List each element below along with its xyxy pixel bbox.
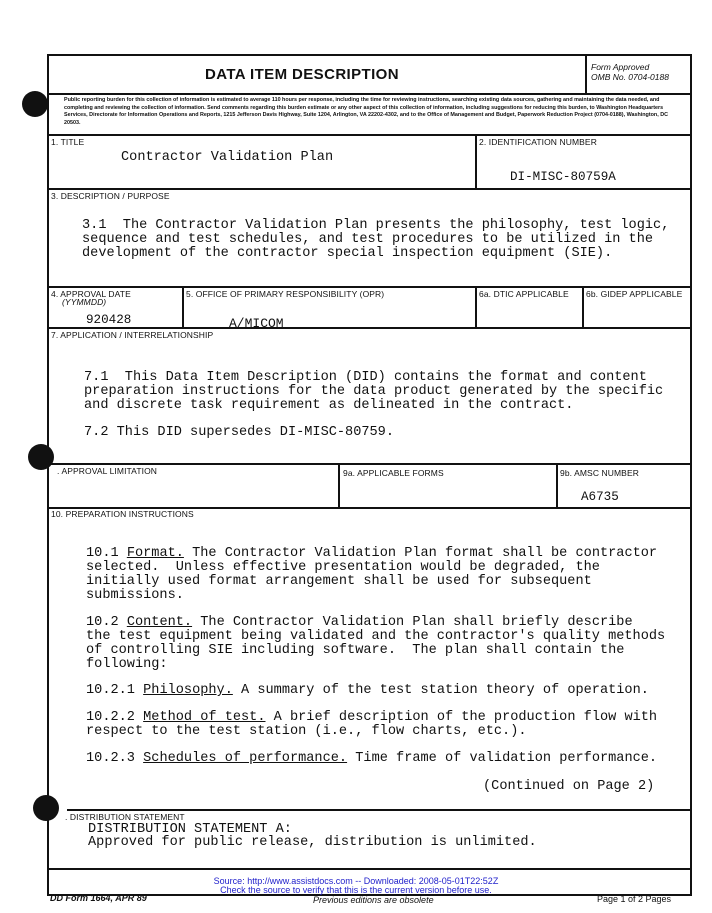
applicable-forms-label: 9a. APPLICABLE FORMS: [343, 468, 444, 478]
rule-box4-5: [182, 286, 184, 328]
approval-limitation-label: . APPROVAL LIMITATION: [57, 466, 158, 476]
opr-value: A/MICOM: [229, 316, 284, 331]
instruction-10-1-heading: Format.: [126, 546, 184, 561]
distribution-text: Approved for public release, distribution is unlimited.: [88, 835, 537, 850]
rule-title-id: [475, 134, 477, 189]
identification-value: DI-MISC-80759A: [510, 170, 616, 184]
page-indicator: Page 1 of 2 Pages: [597, 894, 672, 904]
punch-hole-top: [22, 91, 48, 117]
distribution-label: . DISTRIBUTION STATEMENT: [65, 812, 185, 822]
dtic-applicable-label: 6a. DTIC APPLICABLE: [479, 289, 569, 299]
identification-label: 2. IDENTIFICATION NUMBER: [479, 137, 597, 147]
description-label: 3. DESCRIPTION / PURPOSE: [51, 191, 170, 201]
instruction-10-2-2-number: 10.2.2: [86, 710, 135, 725]
approval-date-label: 4. APPROVAL DATE: [51, 289, 131, 299]
rule-distribution: [47, 868, 692, 870]
application-text-2: 7.2 This DID supersedes DI-MISC-80759.: [84, 425, 394, 440]
instruction-10-1-number: 10.1: [86, 546, 119, 561]
instruction-10-2-1-line: [86, 684, 649, 698]
instruction-10-2-3-line: [86, 752, 657, 766]
burden-notice: Public reporting burden for this collection of information is estimated to average 110 hours per response, including the time for reviewing instructions, searching existing data sources, gathering and maintaining the data needed, and completing and reviewing the collection of information. Send comments regarding this burden estimate or any other aspect of this collection of information, including suggestions for reducing this burden, to Washington Headquarters Services, Directorate for Information Operations and Reports, 1215 Jefferson Davis Highway, Suite 1204, Arlington, VA 22202-4302, and to the Office of Management and Budget, Paperwork Reduction Project (0704-0188), Washington, DC 20503.: [64, 97, 668, 126]
instruction-10-2-2-heading: Method of test.: [143, 710, 266, 725]
source-line: Source: http://www.assistdocs.com -- Downloaded: 2008-05-01T22:52Z: [213, 876, 499, 886]
instruction-10-2-2-text: A brief description of the production flow with: [273, 710, 658, 725]
instruction-10-2-line: [86, 616, 633, 630]
form-identifier: DD Form 1664, APR 89: [50, 893, 147, 903]
instruction-10-2-2-continuation: respect to the test station (i.e., flow charts, etc.).: [86, 724, 527, 739]
rule-application: [47, 463, 692, 465]
instruction-10-2-3-number: 10.2.3: [86, 751, 135, 766]
header-divider: [585, 54, 587, 94]
rule-box9a-9b: [556, 463, 558, 508]
rule-box8-9a: [338, 463, 340, 508]
rule-title: [47, 188, 692, 190]
title-label: 1. TITLE: [51, 137, 85, 147]
opr-label: 5. OFFICE OF PRIMARY RESPONSIBILITY (OPR): [186, 289, 385, 299]
instruction-10-2-heading: Content.: [126, 615, 193, 630]
instruction-10-2-2-line: [86, 711, 657, 725]
instruction-10-2-1-heading: Philosophy.: [143, 683, 233, 698]
document-title: DATA ITEM DESCRIPTION: [205, 66, 399, 83]
form-approved-label: Form Approved: [591, 62, 650, 72]
title-value: Contractor Validation Plan: [121, 150, 334, 165]
continued-note: (Continued on Page 2): [483, 779, 655, 794]
amsc-number-label: 9b. AMSC NUMBER: [560, 468, 639, 478]
instruction-10-2-continuation: the test equipment being validated and the contractor's quality methods of controlling SIE including software. The plan shall contain the following:: [86, 629, 666, 672]
source-check-line: Check the source to verify that this is the current version before use.: [220, 885, 492, 895]
rule-box5-6a: [475, 286, 477, 328]
rule-header: [47, 93, 692, 95]
instruction-10-2-1-text: A summary of the test station theory of operation.: [241, 683, 649, 698]
omb-approval: [591, 62, 669, 82]
rule-approval: [47, 327, 692, 329]
instruction-10-2-3-text: Time frame of validation performance.: [355, 751, 658, 766]
instruction-10-1-text: The Contractor Validation Plan format shall be contractor: [192, 546, 658, 561]
distribution-title: DISTRIBUTION STATEMENT A:: [88, 822, 292, 837]
omb-number: OMB No. 0704-0188: [591, 72, 669, 82]
rule-burden: [47, 134, 692, 136]
instruction-10-1-line: [86, 547, 657, 561]
instruction-10-2-1-number: 10.2.1: [86, 683, 135, 698]
approval-date-format: (YYMMDD): [62, 297, 107, 307]
preparation-label: 10. PREPARATION INSTRUCTIONS: [51, 509, 194, 519]
amsc-number-value: A6735: [581, 490, 619, 504]
instruction-10-1-continuation: selected. Unless effective presentation would be degraded, the initially used format arrangement shall be used for subsequent submissions.: [86, 560, 600, 603]
instruction-10-2-3-heading: Schedules of performance.: [143, 751, 348, 766]
rule-preparation: [67, 809, 692, 811]
description-text: 3.1 The Contractor Validation Plan presents the philosophy, test logic, sequence and test schedules, and test procedures to be utilized in the development of the contractor special inspection equipment (SIE).: [82, 218, 670, 261]
instruction-10-2-number: 10.2: [86, 615, 119, 630]
application-text-1: 7.1 This Data Item Description (DID) contains the format and content preparation instructions for the data product generated by the specific and discrete task requirement as delineated in the contract.: [84, 370, 664, 413]
approval-date-value: 920428: [86, 313, 132, 327]
application-label: 7. APPLICATION / INTERRELATIONSHIP: [51, 330, 214, 340]
previous-editions-note: Previous editions are obsolete: [313, 895, 434, 905]
gidep-applicable-label: 6b. GIDEP APPLICABLE: [586, 289, 683, 299]
rule-description: [47, 286, 692, 288]
rule-box6a-6b: [582, 286, 584, 328]
instruction-10-2-text: The Contractor Validation Plan shall briefly describe: [200, 615, 633, 630]
